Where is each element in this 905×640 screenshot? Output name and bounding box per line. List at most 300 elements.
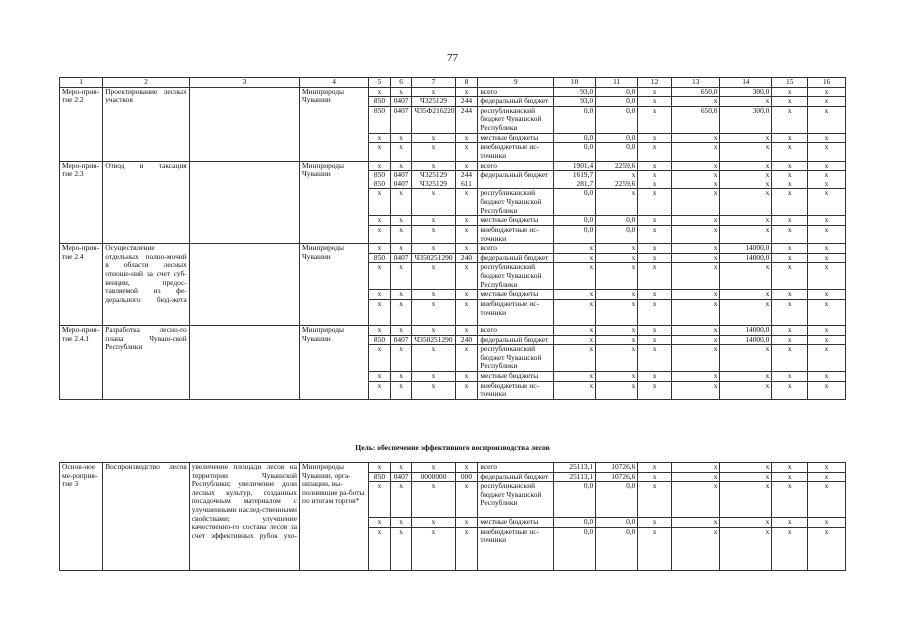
cell-c14: х — [720, 299, 772, 325]
cell-c15: х — [772, 244, 808, 254]
cell-c6: х — [390, 225, 412, 243]
cell-c12: х — [638, 472, 672, 482]
cell-c8: х — [455, 143, 478, 161]
cell-c13: х — [671, 518, 720, 528]
cell-c14: х — [720, 97, 772, 107]
cell-c14: х — [720, 225, 772, 243]
cell-c9: местные бюджеты — [478, 216, 554, 226]
cell-c16: х — [808, 244, 846, 254]
cell-c8: х — [455, 263, 478, 290]
cell-c13: х — [671, 143, 720, 161]
cell-c14: х — [720, 216, 772, 226]
cell-c5: х — [369, 299, 391, 325]
cell-c10: 1619,7 281,7 — [554, 171, 596, 189]
column-number: 11 — [596, 78, 638, 88]
table-row — [60, 244, 846, 254]
cell-c8: 244 — [455, 97, 478, 107]
cell-c14: х — [720, 189, 772, 216]
cell-c16: х — [808, 381, 846, 399]
cell-c16: х — [808, 225, 846, 243]
cell-c15: х — [772, 253, 808, 263]
cell-c6: х — [390, 290, 412, 300]
cell-c5: х — [369, 482, 391, 518]
cell-c5: х — [369, 244, 391, 254]
cell-c14: 14000,0 — [720, 244, 772, 254]
cell-c7: х — [412, 225, 455, 243]
cell-c13: х — [671, 253, 720, 263]
column-number: 4 — [299, 78, 368, 88]
cell-c5: 850 — [369, 106, 391, 133]
cell-c13: х — [671, 325, 720, 335]
cell-c10: 0,0 — [554, 518, 596, 528]
cell-c5: х — [369, 372, 391, 382]
cell-c7: х — [412, 143, 455, 161]
cell-c12: х — [638, 133, 672, 143]
cell-col1: Основ-ное ме-роприя-тие 3 — [60, 463, 103, 571]
cell-c9: республиканский бюджет Чувашской Республики — [478, 263, 554, 290]
cell-c16: х — [808, 263, 846, 290]
cell-c5: х — [369, 225, 391, 243]
table-row — [60, 87, 846, 97]
cell-c14: х — [720, 263, 772, 290]
cell-c9: местные бюджеты — [478, 372, 554, 382]
cell-c5: х — [369, 345, 391, 372]
cell-c7: х — [412, 325, 455, 335]
cell-c6: х — [390, 325, 412, 335]
cell-c7: Ч35Ф216220 — [412, 106, 455, 133]
table-row — [60, 325, 846, 335]
cell-c14: 300,0 — [720, 106, 772, 133]
cell-c15: х — [772, 106, 808, 133]
cell-c5: х — [369, 87, 391, 97]
cell-c16: х — [808, 253, 846, 263]
cell-col2: Отвод и таксация — [103, 161, 189, 244]
cell-c9: внебюджетные ис-точники — [478, 299, 554, 325]
cell-c13: х — [671, 263, 720, 290]
cell-c6: х — [390, 463, 412, 473]
cell-c12: х — [638, 345, 672, 372]
cell-c9: местные бюджеты — [478, 290, 554, 300]
cell-c12: х — [638, 381, 672, 399]
cell-c15: х — [772, 299, 808, 325]
cell-c16: х — [808, 335, 846, 345]
cell-c12: х — [638, 263, 672, 290]
cell-c6: х — [390, 87, 412, 97]
cell-c8: х — [455, 216, 478, 226]
cell-c8: 000 — [455, 472, 478, 482]
cell-c7: х — [412, 263, 455, 290]
table-row — [60, 161, 846, 171]
cell-c7: Ч325129 Ч325129 — [412, 171, 455, 189]
cell-c10: 0,0 — [554, 527, 596, 570]
cell-c14: 14000,0 — [720, 253, 772, 263]
cell-c6: 0407 — [390, 335, 412, 345]
cell-c15: х — [772, 133, 808, 143]
cell-c14: х — [720, 372, 772, 382]
cell-c6: х — [390, 299, 412, 325]
cell-c16: х — [808, 106, 846, 133]
cell-c9: внебюджетные ис-точники — [478, 381, 554, 399]
cell-c12: х — [638, 527, 672, 570]
cell-c11: 0,0 — [596, 527, 638, 570]
cell-c12: х — [638, 106, 672, 133]
cell-c14: х — [720, 463, 772, 473]
cell-c14: 300,0 — [720, 87, 772, 97]
cell-c14: 14000,0 — [720, 335, 772, 345]
cell-c10: 0,0 — [554, 189, 596, 216]
column-number: 16 — [808, 78, 846, 88]
cell-c11: 0,0 — [596, 97, 638, 107]
cell-c16: х — [808, 472, 846, 482]
cell-c5: 850 850 — [369, 171, 391, 189]
cell-c6: 0407 0407 — [390, 171, 412, 189]
cell-c12: х — [638, 244, 672, 254]
cell-c15: х — [772, 161, 808, 171]
cell-c7: 0000000 — [412, 472, 455, 482]
cell-col2: Проектирование лесных участков — [103, 87, 189, 161]
cell-c9: федеральный бюджет — [478, 171, 554, 189]
cell-c12: х — [638, 518, 672, 528]
cell-c13: х — [671, 290, 720, 300]
cell-c13: х — [671, 225, 720, 243]
cell-c6: 0407 — [390, 472, 412, 482]
cell-c15: х — [772, 345, 808, 372]
cell-c15: х — [772, 97, 808, 107]
cell-c7: х — [412, 290, 455, 300]
cell-c9: республиканский бюджет Чувашской Республики — [478, 482, 554, 518]
cell-c7: Ч325129 — [412, 97, 455, 107]
cell-col4: Минприроды Чувашии — [299, 87, 368, 161]
column-number: 9 — [478, 78, 554, 88]
cell-c7: х — [412, 299, 455, 325]
cell-c13: х — [671, 335, 720, 345]
cell-c5: х — [369, 381, 391, 399]
cell-c11: 0,0 — [596, 87, 638, 97]
cell-c15: х — [772, 482, 808, 518]
cell-c9: внебюджетные ис-точники — [478, 527, 554, 570]
cell-c6: х — [390, 527, 412, 570]
cell-c8: х — [455, 87, 478, 97]
cell-c15: х — [772, 87, 808, 97]
cell-c11: 0,0 — [596, 143, 638, 161]
cell-c5: х — [369, 143, 391, 161]
cell-c8: х — [455, 463, 478, 473]
cell-col3: увеличение площади лесов на территории Чувашской Республики; увеличение доли лесных культур, созданных посадочным материалом с улучшенными наслед-ственными свойствами; улучшение качественно-го состава лесов за счет эффективных рубок ухо- — [189, 463, 299, 571]
cell-c10: 25113,1 — [554, 472, 596, 482]
cell-c14: х — [720, 381, 772, 399]
cell-c13: х — [671, 372, 720, 382]
cell-c13: х — [671, 381, 720, 399]
cell-col3 — [189, 161, 299, 244]
cell-c6: х — [390, 372, 412, 382]
column-number: 5 — [369, 78, 391, 88]
cell-c7: х — [412, 244, 455, 254]
cell-c13: 650,0 — [671, 106, 720, 133]
cell-c11: х — [596, 244, 638, 254]
cell-c16: х — [808, 133, 846, 143]
cell-c15: х — [772, 225, 808, 243]
cell-c9: местные бюджеты — [478, 518, 554, 528]
cell-c10: х — [554, 345, 596, 372]
cell-c15: х — [772, 527, 808, 570]
cell-c8: 240 — [455, 335, 478, 345]
cell-c5: х — [369, 216, 391, 226]
cell-c12: х — [638, 290, 672, 300]
cell-col3 — [189, 244, 299, 326]
cell-c9: всего — [478, 463, 554, 473]
cell-c15: х — [772, 518, 808, 528]
cell-c10: 25113,1 — [554, 463, 596, 473]
cell-col3 — [189, 87, 299, 161]
cell-c9: всего — [478, 325, 554, 335]
cell-c10: 0,0 — [554, 482, 596, 518]
cell-c6: х — [390, 143, 412, 161]
cell-col2: Осуществление отдельных полно-мочий в области лесных отноше-ний за счет суб-венции, предос-тавляемой из фе-дерального бюд-жета — [103, 244, 189, 326]
cell-c5: 850 — [369, 97, 391, 107]
cell-c10: 93,0 — [554, 87, 596, 97]
cell-c6: 0407 — [390, 106, 412, 133]
cell-col4: Минприроды Чувашии — [299, 325, 368, 399]
cell-c11: 10726,6 — [596, 472, 638, 482]
cell-c7: х — [412, 372, 455, 382]
cell-c15: х — [772, 290, 808, 300]
column-number: 2 — [103, 78, 189, 88]
cell-col1: Меро-прия-тие 2.3 — [60, 161, 103, 244]
cell-c8: х — [455, 527, 478, 570]
cell-c15: х — [772, 325, 808, 335]
cell-c9: всего — [478, 244, 554, 254]
cell-c10: х — [554, 263, 596, 290]
cell-c12: х — [638, 335, 672, 345]
cell-c16: х — [808, 290, 846, 300]
cell-c5: х — [369, 133, 391, 143]
cell-col4: Минприроды Чувашии — [299, 161, 368, 244]
cell-c12: х х — [638, 171, 672, 189]
column-number: 10 — [554, 78, 596, 88]
cell-c11: х — [596, 290, 638, 300]
cell-c5: 850 — [369, 472, 391, 482]
cell-c16: х — [808, 97, 846, 107]
cell-c9: федеральный бюджет — [478, 335, 554, 345]
cell-c5: 850 — [369, 253, 391, 263]
cell-c12: х — [638, 372, 672, 382]
cell-c6: х — [390, 345, 412, 372]
cell-c5: х — [369, 463, 391, 473]
cell-c10: х — [554, 325, 596, 335]
cell-c11: х — [596, 325, 638, 335]
cell-c13: х — [671, 463, 720, 473]
cell-c8: х — [455, 189, 478, 216]
goal-heading: Цель: обеспечение эффективного воспроизводства лесов — [355, 443, 550, 452]
column-number: 7 — [412, 78, 455, 88]
cell-c10: 93,0 — [554, 97, 596, 107]
cell-c13: 650,0 — [671, 87, 720, 97]
cell-c5: х — [369, 263, 391, 290]
cell-c12: х — [638, 225, 672, 243]
cell-c7: х — [412, 189, 455, 216]
cell-c8: 244 — [455, 106, 478, 133]
cell-c10: х — [554, 290, 596, 300]
column-number: 14 — [720, 78, 772, 88]
cell-c11: 0,0 — [596, 216, 638, 226]
cell-c11: 2259,6 — [596, 161, 638, 171]
cell-c15: х — [772, 381, 808, 399]
cell-c5: х — [369, 161, 391, 171]
column-number: 12 — [638, 78, 672, 88]
cell-c14: х — [720, 518, 772, 528]
program-table — [59, 77, 846, 400]
cell-c7: х — [412, 216, 455, 226]
cell-c10: 0,0 — [554, 133, 596, 143]
cell-c12: х — [638, 97, 672, 107]
column-number: 13 — [671, 78, 720, 88]
cell-c13: х — [671, 216, 720, 226]
cell-c10: х — [554, 335, 596, 345]
cell-c13: х — [671, 97, 720, 107]
cell-c5: х — [369, 325, 391, 335]
cell-c11: х — [596, 189, 638, 216]
column-number: 3 — [189, 78, 299, 88]
cell-c15: х — [772, 372, 808, 382]
cell-c14: х — [720, 527, 772, 570]
cell-c8: х — [455, 325, 478, 335]
cell-c12: х — [638, 253, 672, 263]
cell-c16: х х — [808, 171, 846, 189]
cell-col1: Меро-прия-тие 2.4.1 — [60, 325, 103, 399]
cell-c16: х — [808, 325, 846, 335]
cell-c7: х — [412, 161, 455, 171]
cell-c11: 0,0 — [596, 133, 638, 143]
cell-c16: х — [808, 189, 846, 216]
cell-c15: х — [772, 472, 808, 482]
cell-c6: х — [390, 133, 412, 143]
cell-c8: х — [455, 381, 478, 399]
cell-c13: х — [671, 161, 720, 171]
cell-c15: х — [772, 143, 808, 161]
cell-c13: х — [671, 345, 720, 372]
cell-c14: х — [720, 290, 772, 300]
cell-col2: Воспроизводство лесов — [103, 463, 189, 571]
cell-c16: х — [808, 482, 846, 518]
cell-col4: Минприроды Чувашии — [299, 244, 368, 326]
cell-c16: х — [808, 372, 846, 382]
cell-c11: х — [596, 381, 638, 399]
cell-c9: республиканский бюджет Чувашской Республики — [478, 345, 554, 372]
cell-c8: х — [455, 225, 478, 243]
cell-col4: Минприроды Чувашии, орга-низации, вы-полнившие ра-боты по итогам торгов* — [299, 463, 368, 571]
cell-col3 — [189, 325, 299, 399]
header-row — [60, 78, 846, 88]
cell-c7: х — [412, 527, 455, 570]
cell-c16: х — [808, 161, 846, 171]
cell-c11: х — [596, 372, 638, 382]
cell-c12: х — [638, 161, 672, 171]
cell-c8: х — [455, 299, 478, 325]
cell-c14: х х — [720, 171, 772, 189]
cell-c14: х — [720, 161, 772, 171]
cell-c9: федеральный бюджет — [478, 253, 554, 263]
cell-c16: х — [808, 463, 846, 473]
cell-c5: х — [369, 189, 391, 216]
cell-c7: Ч350251290 — [412, 253, 455, 263]
cell-c13: х — [671, 299, 720, 325]
cell-c16: х — [808, 299, 846, 325]
cell-c10: х — [554, 253, 596, 263]
cell-c12: х — [638, 299, 672, 325]
cell-c7: х — [412, 482, 455, 518]
cell-c12: х — [638, 463, 672, 473]
cell-c13: х — [671, 133, 720, 143]
cell-c7: х — [412, 518, 455, 528]
cell-c10: 0,0 — [554, 225, 596, 243]
cell-c16: х — [808, 518, 846, 528]
cell-c16: х — [808, 143, 846, 161]
cell-c5: х — [369, 527, 391, 570]
cell-c13: х — [671, 189, 720, 216]
cell-c9: республиканский бюджет Чувашской Республики — [478, 189, 554, 216]
cell-c9: федеральный бюджет — [478, 97, 554, 107]
cell-c12: х — [638, 216, 672, 226]
cell-c6: 0407 — [390, 97, 412, 107]
cell-c9: республиканский бюджет Чувашской Республики — [478, 106, 554, 133]
cell-c14: х — [720, 133, 772, 143]
cell-c10: х — [554, 299, 596, 325]
cell-c6: х — [390, 161, 412, 171]
cell-c10: 0,0 — [554, 106, 596, 133]
cell-c10: 0,0 — [554, 216, 596, 226]
cell-c16: х — [808, 345, 846, 372]
cell-c14: 14000,0 — [720, 325, 772, 335]
cell-c12: х — [638, 143, 672, 161]
cell-c13: х — [671, 482, 720, 518]
cell-c10: 1901,4 — [554, 161, 596, 171]
cell-c7: х — [412, 87, 455, 97]
cell-c11: х — [596, 299, 638, 325]
page-number: 77 — [447, 52, 458, 64]
cell-c9: всего — [478, 87, 554, 97]
goal-table — [59, 462, 846, 571]
cell-c16: х — [808, 216, 846, 226]
cell-c7: х — [412, 381, 455, 399]
cell-c6: х — [390, 189, 412, 216]
cell-c14: х — [720, 143, 772, 161]
cell-c11: х 2259,6 — [596, 171, 638, 189]
cell-c7: х — [412, 463, 455, 473]
cell-c6: х — [390, 244, 412, 254]
cell-c6: х — [390, 482, 412, 518]
cell-c8: х — [455, 482, 478, 518]
cell-c9: федеральный бюджет — [478, 472, 554, 482]
cell-c9: внебюджетные ис-точники — [478, 143, 554, 161]
cell-c6: 0407 — [390, 253, 412, 263]
cell-c15: х — [772, 335, 808, 345]
cell-c11: х — [596, 263, 638, 290]
cell-c6: х — [390, 216, 412, 226]
cell-c15: х — [772, 189, 808, 216]
cell-c8: х — [455, 345, 478, 372]
cell-c7: Ч350251290 — [412, 335, 455, 345]
cell-c13: х х — [671, 171, 720, 189]
cell-c9: местные бюджеты — [478, 133, 554, 143]
cell-c11: 0,0 — [596, 482, 638, 518]
cell-c12: х — [638, 325, 672, 335]
cell-c10: х — [554, 372, 596, 382]
column-number: 8 — [455, 78, 478, 88]
cell-c8: х — [455, 290, 478, 300]
cell-c11: 0,0 — [596, 106, 638, 133]
cell-c9: внебюджетные ис-точники — [478, 225, 554, 243]
cell-c6: х — [390, 518, 412, 528]
